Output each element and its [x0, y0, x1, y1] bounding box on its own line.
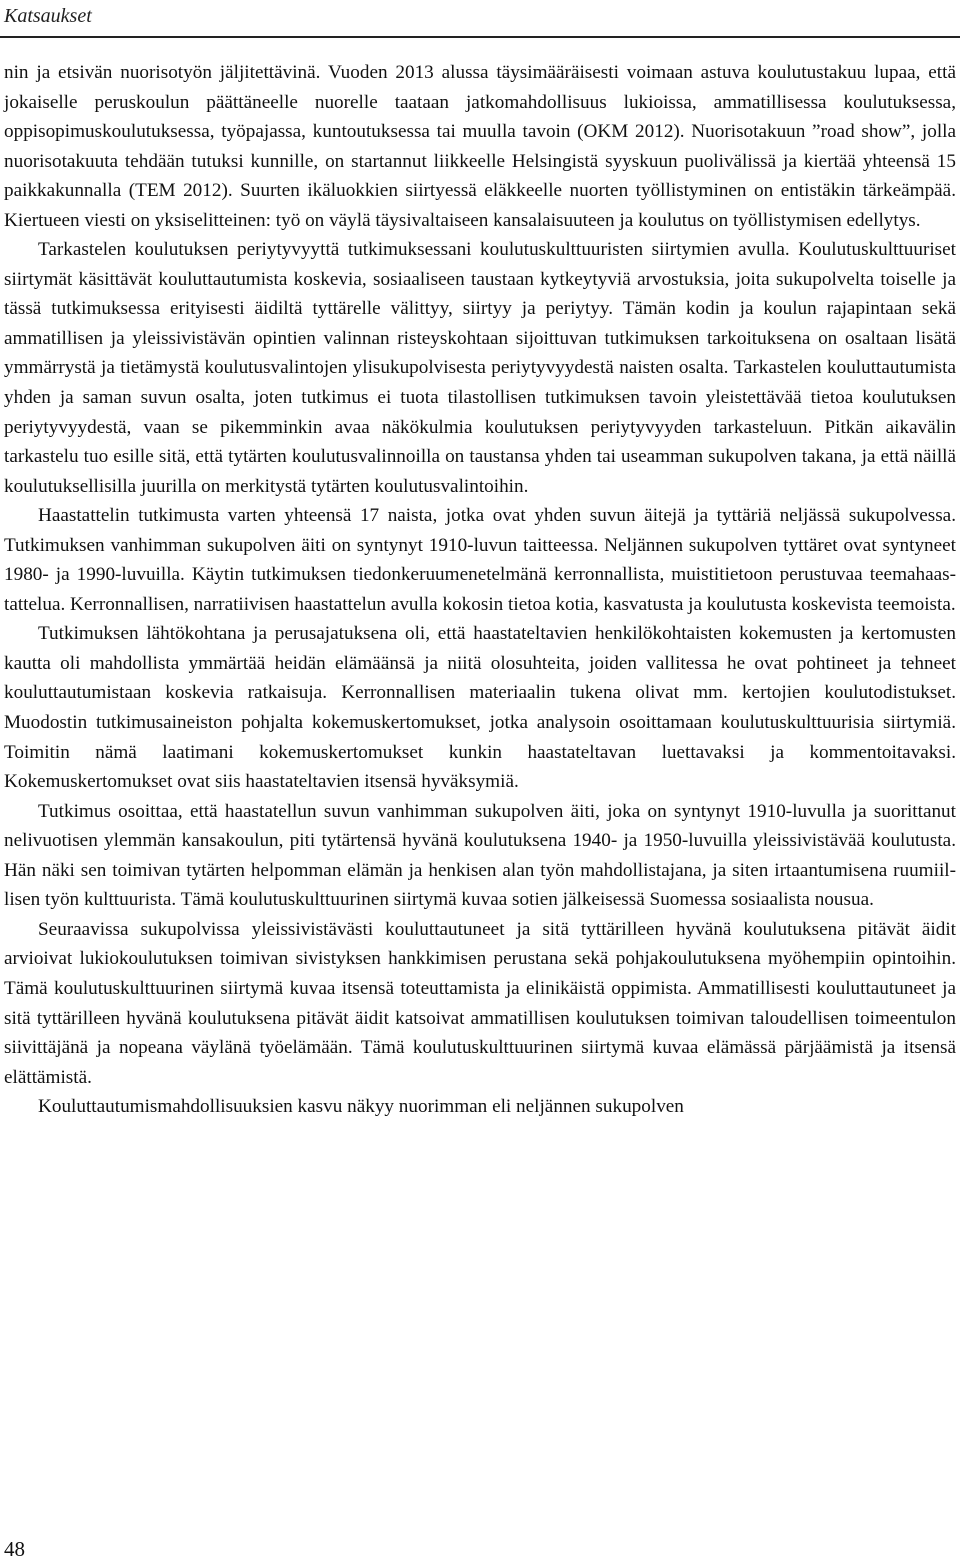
- paragraph-4: Tutkimuksen lähtökohtana ja perusajatuksena oli, että haastateltavien henkilökohtaisten kokemusten ja kertomusten kautta oli mahdollista ymmärtää heidän elämäänsä ja niitä olosuhteita, joiden vallitessa he ovat pohtineet ja tehneet kouluttautumistaan koskevia ratkaisuja. Kerronnallisen materiaalin tukena olivat mm. kertojien koulutodistukset. Muodostin tutkimusaineiston pohjalta kokemuskertomukset, jotka analysoin osoittamaan koulutuskulttuurisia siirtymiä. Toimitin nämä laatimani kokemuskertomukset kunkin haastateltavan luettavaksi ja kommentoitavaksi. Kokemuskertomukset ovat siis haastateltavien itsensä hyväksymiä.: [4, 623, 956, 793]
- page-number: 48: [4, 1537, 25, 1561]
- header-rule: [0, 36, 960, 38]
- paragraph-6: Seuraavissa sukupolvissa yleissivistävästi kouluttautuneet ja sitä tyttärilleen hyvänä koulutuksena pitävät äidit arvioivat lukiokoulutuksen toimivan sivistyksen hankkimisen perustana sekä pohjakoulutuksena myöhempiin opintoihin. Tämä koulutuskulttuurinen siirtymä kuvaa itsensä toteuttamista ja elinikäistä oppimista. Ammatillisesti kouluttautuneet ja sitä tyttärilleen hyvänä koulutuksena pitävät äidit katsoivat ammatillisen koulutuksen toimivan taloudellisen toimeentulon siivittäjänä ja nopeana väylänä työelämään. Tämä koulutuskulttuurinen siirtymä kuvaa elämässä pärjäämistä ja itsensä elättämistä.: [4, 918, 956, 1088]
- running-head: Katsaukset: [4, 5, 92, 27]
- paragraph-5: Tutkimus osoittaa, että haastatellun suvun vanhimman sukupolven äiti, joka on syntynyt 1910-luvulla ja suorittanut nelivuotisen ylemmän kansakoulun, piti tytärtensä hyvänä koulutuksena 1940- ja 1950-luvuilla yleissivistävää koulutusta. Hän näki sen toimivan tytärten helpomman elämän ja henkisen alan työn mahdollistajana, ja siten irtaantumisena ruumiillisen työn kulttuurista. Tämä koulutuskulttuurinen siirtymä kuvaa sotien jälkeisessä Suomessa sosiaalista nousua.: [4, 800, 956, 911]
- paragraph-2: Tarkastelen koulutuksen periytyvyyttä tutkimuksessani koulutuskulttuuristen siirtymien avulla. Koulutuskulttuuriset siirtymät käsittävät kouluttautumista koskevia, sosiaaliseen taustaan kytkeytyviä arvostuksia, joita sukupolvelta toiselle ja tässä tutkimuksessa erityisesti äidiltä tyttärelle välittyy, siirtyy ja periytyy. Tämän kodin ja koulun rajapintaan sekä ammatillisen ja yleissivistävän opintien valinnan risteyskohtaan sijoittuvan tutkimuksen tarkoituksena on osaltaan lisätä ymmärrystä ja tietämystä koulutusvalintojen ylisukupolvisesta periytyvyydestä naisten osalta. Tarkastelen kouluttautumista yhden ja saman suvun osalta, joten tutkimus ei tuota tilastollisen tutkimuksen tavoin yleistettävää tietoa koulutuksen periytyvyydestä, vaan se pikemminkin avaa näkökulmia koulutuksen periytyvyyden tarkasteluun. Pitkän aikavälin tarkastelu tuo esille sitä, että tytärten koulutusvalinnoilla on taustansa yhden tai useamman sukupolven takana, ja että näillä koulutuksellisilla juurilla on merkitystä tytärten koulutusvalintoihin.: [4, 239, 956, 497]
- paragraph-7: Kouluttautumismahdollisuuksien kasvu näkyy nuorimman eli neljännen sukupolven: [38, 1096, 684, 1118]
- article-body: [4, 58, 956, 1122]
- paragraph-1: nin ja etsivän nuorisotyön jäljitettävinä. Vuoden 2013 alussa täysimääräisesti voimaan astuva koulutustakuu lupaa, että jokaiselle peruskoulun päättäneelle nuorelle taataan jatkomahdollisuus lukioissa, ammatillisessa koulutuksessa, oppisopimuskoulutuksessa, työpajassa, kuntoutuksessa tai muulla tavoin (OKM 2012). Nuorisotakuun ”road show”, jolla nuorisotakuuta tehdään tutuksi kunnille, on startannut liikkeelle Helsingistä syyskuun puolivälissä ja kiertää yhteensä 15 paikkakunnalla (TEM 2012). Suurten ikäluokkien siirtyessä eläkkeelle nuorten työllistyminen on entistäkin tärkeämpää. Kiertueen viesti on yksiselitteinen: työ on väylä täysivaltaiseen kansalaisuuteen ja koulutus on työllistymisen edellytys.: [4, 62, 956, 231]
- paragraph-3: Haastattelin tutkimusta varten yhteensä 17 naista, jotka ovat yhden suvun äitejä ja tyttäriä neljässä sukupolvessa. Tutkimuksen vanhimman sukupolven äiti on syntynyt 1910-luvun taitteessa. Neljännen sukupolven tyttäret ovat syntyneet 1980- ja 1990-luvuilla. Käytin tutkimuksen tiedonkeruumenetelmänä kerronnallista, muistitietoon perustuvaa teemahaastattelua. Kerronnallisen, narratiivisen haastattelun avulla kokosin tietoa kotia, kasvatusta ja koulutusta koskevista teemoista.: [4, 505, 956, 615]
